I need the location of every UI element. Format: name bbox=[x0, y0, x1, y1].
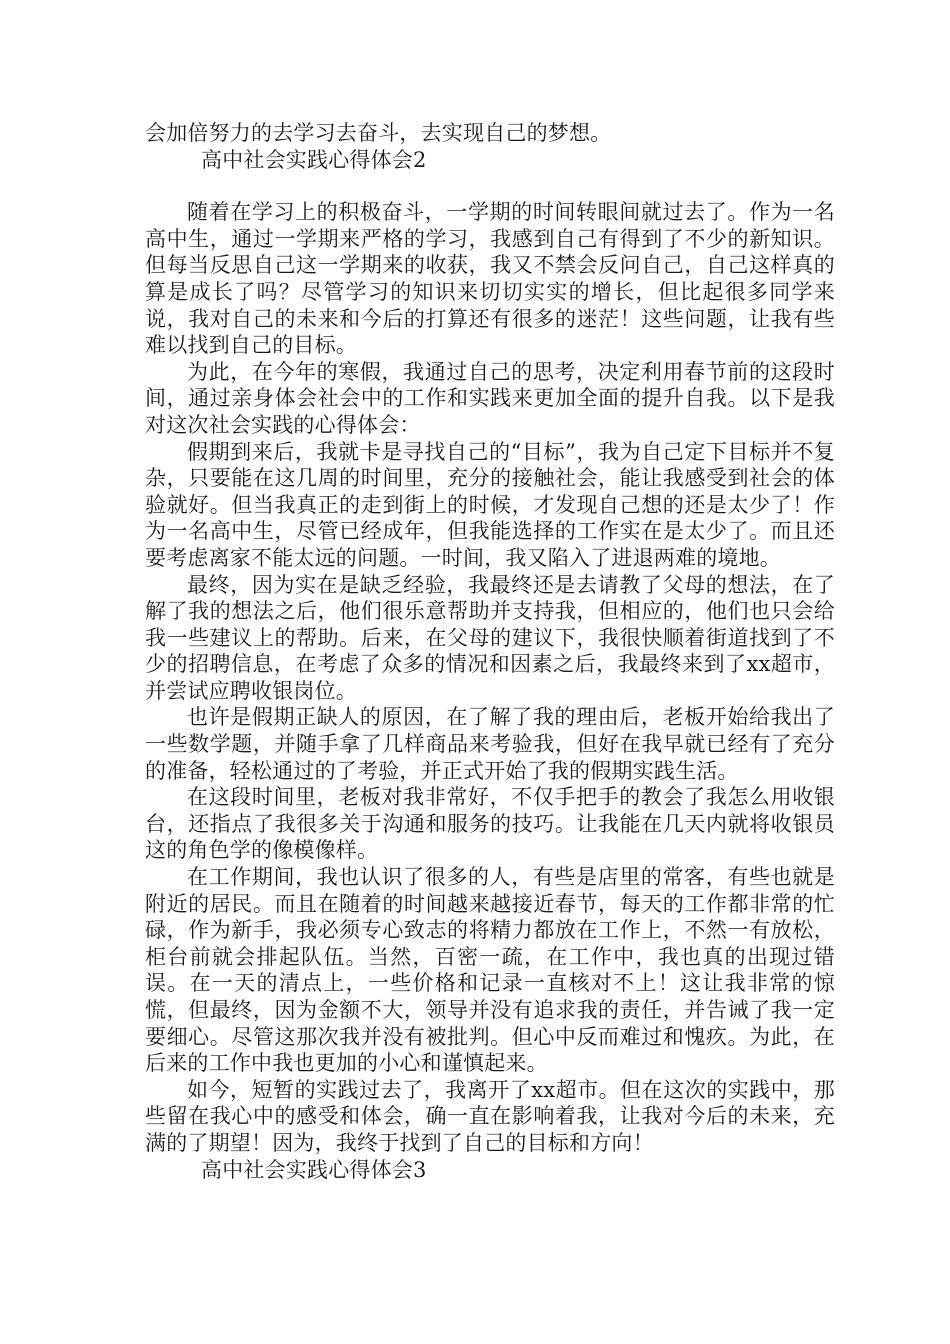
paragraph-8: 如今，短暂的实践过去了，我离开了xx超市。但在这次的实践中，那些留在我心中的感受和体会，确一直在影响着我，让我对今后的未来，充满的了期望！因为，我终于找到了自己的目标和方向！ bbox=[145, 1077, 835, 1155]
section-heading-3: 高中社会实践心得体会3 bbox=[201, 1157, 427, 1182]
paragraph-5: 也许是假期正缺人的原因，在了解了我的理由后，老板开始给我出了一些数学题，并随手拿了几样商品来考验我，但好在我早就已经有了充分的准备，轻松通过的了考验，并正式开始了我的假期实践生活。 bbox=[145, 705, 835, 783]
document-page bbox=[145, 120, 835, 1183]
paragraph-3: 假期到来后，我就卡是寻找自己的“目标”，我为自己定下目标并不复杂，只要能在这几周的时间里，充分的接触社会，能让我感受到社会的体验就好。但当我真正的走到街上的时候，才发现自己想的还是太少了！作为一名高中生，尽管已经成年，但我能选择的工作实在是太少了。而且还要考虑离家不能太远的问题。一时间，我又陷入了进退两难的境地。 bbox=[145, 439, 835, 570]
paragraph-2: 为此，在今年的寒假，我通过自己的思考，决定利用春节前的这段时间，通过亲身体会社会中的工作和实践来更加全面的提升自我。以下是我对这次社会实践的心得体会： bbox=[145, 359, 835, 437]
paragraph-6: 在这段时间里，老板对我非常好，不仅手把手的教会了我怎么用收银台，还指点了我很多关于沟通和服务的技巧。让我能在几天内就将收银员这的角色学的像模像样。 bbox=[145, 785, 835, 863]
blank-line bbox=[145, 173, 835, 199]
intro-tail-text: 会加倍努力的去学习去奋斗，去实现自己的梦想。 bbox=[145, 121, 612, 145]
paragraph-1: 随着在学习上的积极奋斗，一学期的时间转眼间就过去了。作为一名高中生，通过一学期来严格的学习，我感到自己有得到了不少的新知识。但每当反思自己这一学期来的收获，我又不禁会反问自己，自己这样真的算是成长了吗？尽管学习的知识来切切实实的增长，但比起很多同学来说，我对自己的未来和今后的打算还有很多的迷茫！这些问题，让我有些难以找到自己的目标。 bbox=[145, 200, 835, 358]
section-heading-2: 高中社会实践心得体会2 bbox=[201, 147, 427, 172]
paragraph-7: 在工作期间，我也认识了很多的人，有些是店里的常客，有些也就是附近的居民。而且在随着的时间越来越接近春节，每天的工作都非常的忙碌，作为新手，我必须专心致志的将精力都放在工作上，不然一有放松，柜台前就会排起队伍。当然，百密一疏，在工作中，我也真的出现过错误。在一天的清点上，一些价格和记录一直核对不上！这让我非常的惊慌，但最终，因为金额不大，领导并没有追求我的责任，并告诫了我一定要细心。尽管这那次我并没有被批判。但心中反而难过和愧疚。为此，在后来的工作中我也更加的小心和谨慎起来。 bbox=[145, 865, 835, 1076]
paragraph-4: 最终，因为实在是缺乏经验，我最终还是去请教了父母的想法，在了解了我的想法之后，他们很乐意帮助并支持我，但相应的，他们也只会给我一些建议上的帮助。后来，在父母的建议下，我很快顺着街道找到了不少的招聘信息，在考虑了众多的情况和因素之后，我最终来到了xx超市，并尝试应聘收银岗位。 bbox=[145, 572, 835, 703]
